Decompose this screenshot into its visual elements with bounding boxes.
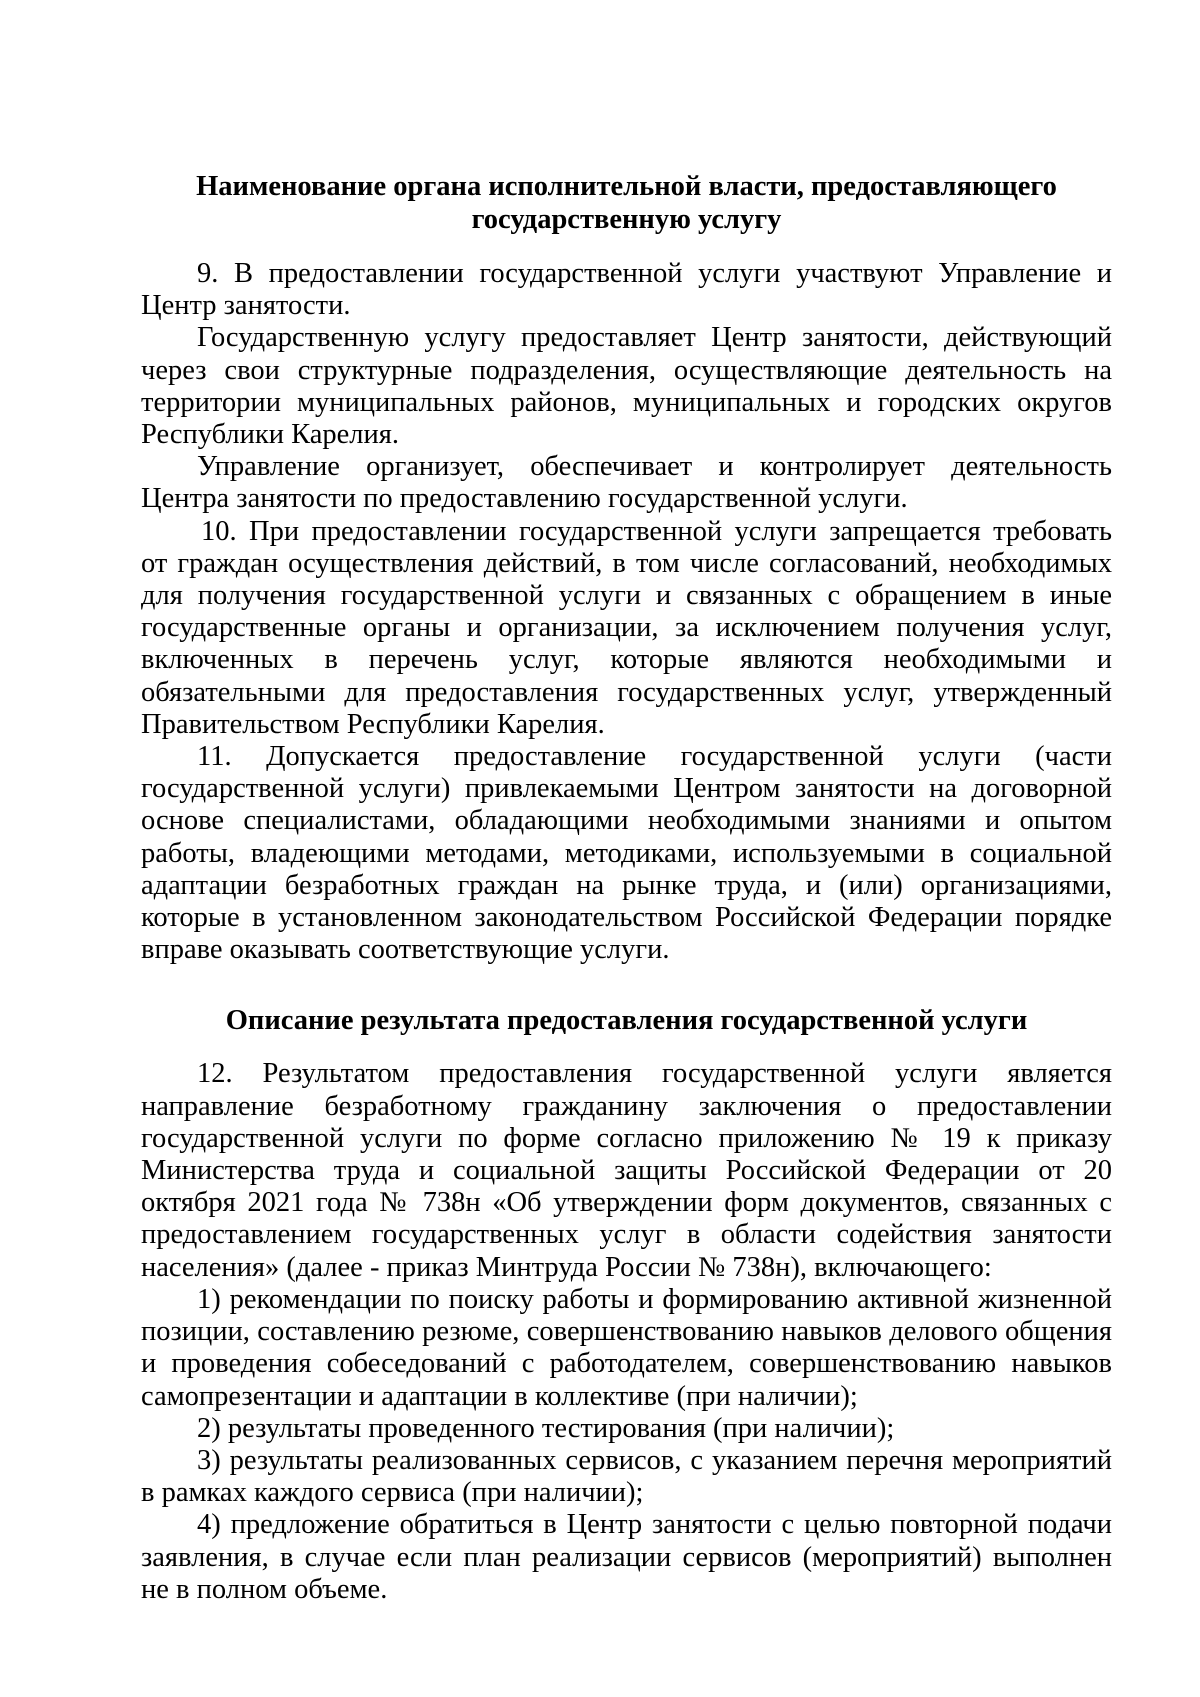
section-heading-result: Описание результата предоставления государственной услуги: [225, 1005, 1028, 1037]
paragraph-11: 11. Допускается предоставление государственной услуги (части государственной услуги) привлекаемыми Центром занятости на договорной основе специалистами, обладающими необходимыми знаниями и опытом работы, владеющими методами, методиками, используемыми в социальной адаптации безработных граждан на рынке труда, и (или) организациями, которые в установленном законодательством Российской Федерации порядке вправе оказывать соответствующие услуги.: [141, 741, 1112, 966]
paragraph-12: 12. Результатом предоставления государственной услуги является направление безработному гражданину заключения о предоставлении государственной услуги по форме согласно приложению № 19 к приказу Министерства труда и социальной защиты Российской Федерации от 20 октября 2021 года № 738н «Об утверждении форм документов, связанных с предоставлением государственных услуг в области содействия занятости населения» (далее - приказ Минтруда России № 738н), включающего:: [141, 1058, 1112, 1283]
paragraph-9-service-provider: Государственную услугу предоставляет Центр занятости, действующий через свои структурные подразделения, осуществляющие деятельность на территории муниципальных районов, муниципальных и городских округов Республики Карелия.: [141, 322, 1112, 451]
section-heading-authority: Наименование органа исполнительной власти, предоставляющего государственную услугу: [196, 171, 1057, 235]
list-item-1: 1) рекомендации по поиску работы и формированию активной жизненной позиции, составлению резюме, совершенствованию навыков делового общения и проведения собеседований с работодателем, совершенствованию навыков самопрезентации и адаптации в коллективе (при наличии);: [141, 1283, 1112, 1412]
paragraph-9-management: Управление организует, обеспечивает и контролирует деятельность Центра занятости по предоставлению государственной услуги.: [141, 451, 1112, 515]
paragraph-10: 10. При предоставлении государственной услуги запрещается требовать от граждан осуществления действий, в том числе согласований, необходимых для получения государственной услуги и связанных с обращением в иные государственные органы и организации, за исключением получения услуг, включенных в перечень услуг, которые являются необходимыми и обязательными для предоставления государственных услуг, утвержденный Правительством Республики Карелия.: [141, 515, 1112, 740]
document-page: [141, 170, 1112, 1606]
paragraph-9: 9. В предоставлении государственной услуги участвуют Управление и Центр занятости.: [141, 258, 1112, 322]
list-item-3: 3) результаты реализованных сервисов, с указанием перечня мероприятий в рамках каждого сервиса (при наличии);: [141, 1444, 1112, 1509]
list-item-2: 2) результаты проведенного тестирования (при наличии);: [197, 1412, 895, 1444]
list-item-4: 4) предложение обратиться в Центр занятости с целью повторной подачи заявления, в случае если план реализации сервисов (мероприятий) выполнен не в полном объеме.: [141, 1509, 1112, 1605]
